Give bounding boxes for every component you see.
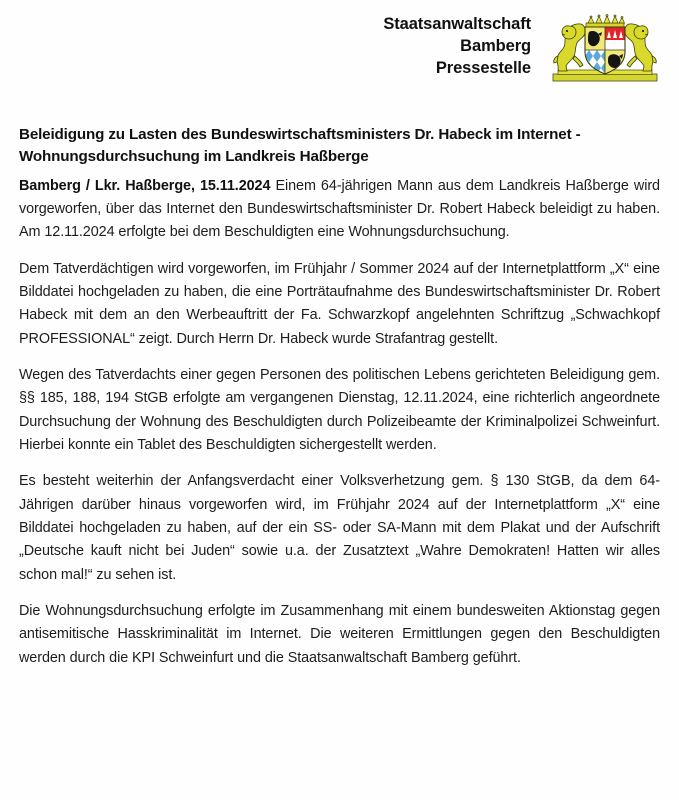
- letterhead-line-city: Bamberg: [460, 36, 531, 55]
- crown: [586, 15, 625, 28]
- paragraph-1-text: Einem 64-jährigen Mann aus dem Landkreis Haßberge wird vorgeworfen, über das Internet den Bundeswirtschaftsminister Dr. Robert Habeck beleidigt zu haben. Am 12.11.2024 erfolgte bei dem Beschuldigten eine Wohnungsdurchsuchung.: [19, 177, 660, 241]
- letterhead-line-authority: Staatsanwaltschaft: [383, 15, 531, 33]
- paragraph-3: Wegen des Tatverdachts einer gegen Personen des politischen Lebens gerichteten Beleidigung gem. §§ 185, 188, 194 StGB erfolgte am vergangenen Dienstag, 12.11.2024, eine richterlich angeordnete Durchsuchung der Wohnung des Beschuldigten durch Polizeibeamte der Kriminalpolizei Schweinfurt. Hierbei konnte ein Tablet des Beschuldigten sichergestellt werden.: [19, 366, 660, 453]
- dateline: Bamberg / Lkr. Haßberge, 15.11.2024: [19, 177, 271, 194]
- article-body: [19, 169, 660, 670]
- letterhead: [0, 0, 679, 90]
- paragraph-5: Die Wohnungsdurchsuchung erfolgte im Zusammenhang mit einem bundesweiten Aktionstag gegen antisemitische Hasskriminalität im Internet. Die weiteren Ermittlungen gegen den Beschuldigten werden durch die KPI Schweinfurt und die Staatsanwaltschaft Bamberg geführt.: [19, 602, 660, 666]
- bavarian-coat-of-arms-icon: [545, 12, 665, 86]
- paragraph-4: Es besteht weiterhin der Anfangsverdacht einer Volksverhetzung gem. § 130 StGB, da dem 64-Jährigen darüber hinaus vorgeworfen wird, im Frühjahr 2024 auf der Internetplattform „X“ eine Bilddatei hochgeladen zu haben, auf der ein SS- oder SA-Mann mit dem Plakat und der Aufschrift „Deutsche kauft nicht bei Juden“ sowie u.a. der Zusatztext „Wahre Demokraten! Hatten wir alles schon mal!“ zu sehen ist.: [19, 473, 660, 583]
- letterhead-line-department: Pressestelle: [435, 58, 531, 77]
- paragraph-2: Dem Tatverdächtigen wird vorgeworfen, im Frühjahr / Sommer 2024 auf der Internetplattform „X“ eine Bilddatei hochgeladen zu haben, die eine Porträtaufnahme des Bundeswirtschaftsminister Dr. Robert Habeck mit dem an den Werbeauftritt der Fa. Schwarzkopf angelehnten Schriftzug „Schwachkopf PROFESSIONAL“ zeigt. Durch Herrn Dr. Habeck wurde Strafantrag gestellt.: [19, 260, 660, 347]
- shield: [585, 27, 625, 74]
- page-title: Beleidigung zu Lasten des Bundeswirtschaftsministers Dr. Habeck im Internet - Wohnungsdurchsuchung im Landkreis Haßberge: [19, 126, 581, 166]
- letterhead-authority: [383, 12, 545, 80]
- paragraph-1: [19, 175, 660, 245]
